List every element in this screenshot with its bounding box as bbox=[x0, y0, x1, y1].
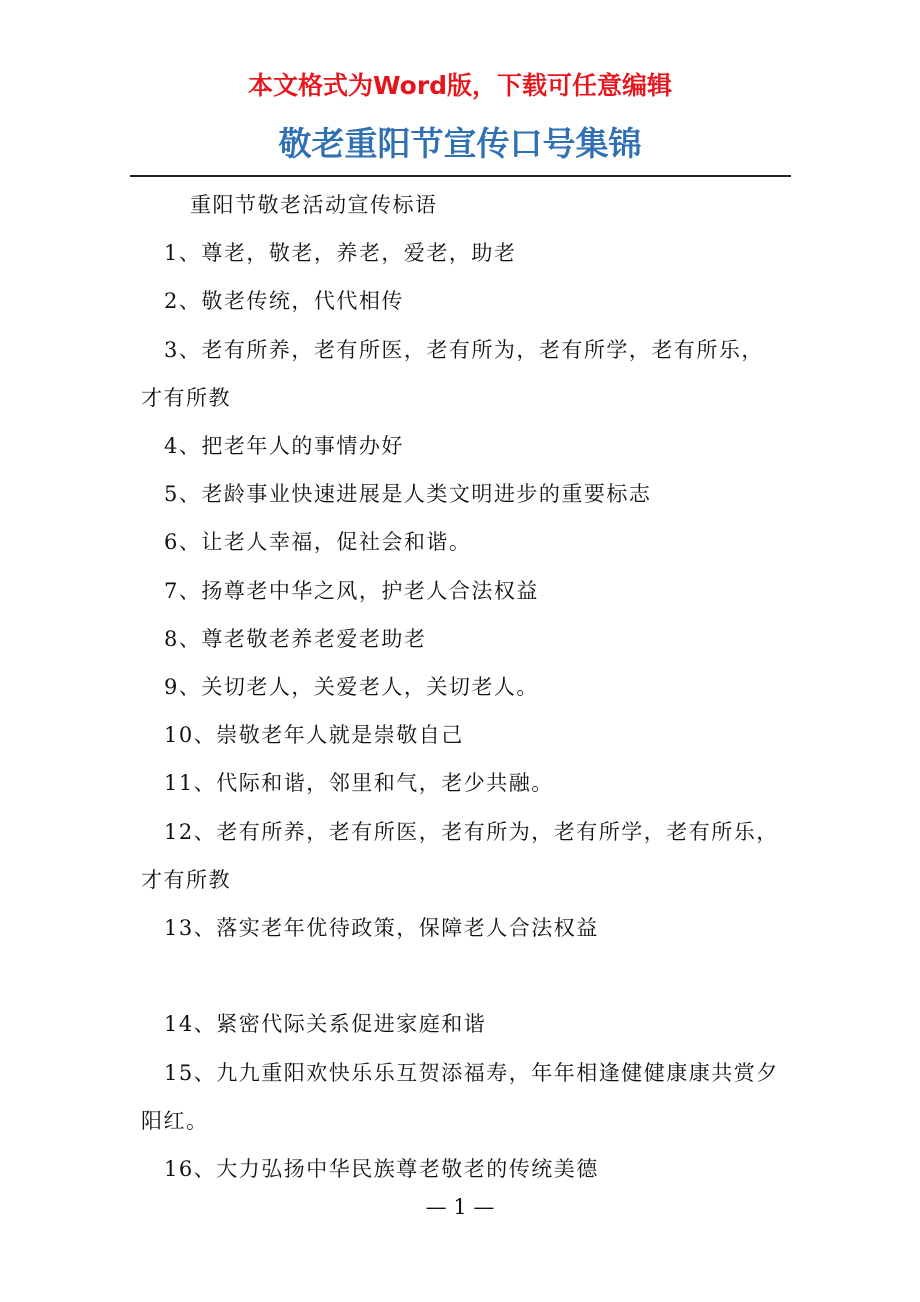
slogan-item: 8、尊老敬老养老爱老助老 bbox=[164, 626, 427, 651]
slogan-item: 2、敬老传统，代代相传 bbox=[164, 289, 404, 314]
slogan-item: 5、老龄事业快速进展是人类文明进步的重要标志 bbox=[164, 482, 652, 507]
document-title: 敬老重阳节宣传口号集锦 bbox=[278, 124, 642, 163]
slogan-item: 9、关切老人，关爱老人，关切老人。 bbox=[164, 675, 539, 700]
slogan-item: 1、尊老，敬老，养老，爱老，助老 bbox=[164, 241, 517, 266]
slogan-item: 6、让老人幸福，促社会和谐。 bbox=[164, 530, 472, 555]
slogan-item: 7、扬尊老中华之风，护老人合法权益 bbox=[164, 578, 539, 603]
title-divider bbox=[130, 175, 791, 177]
slogan-item: 12、老有所养，老有所医，老有所为，老有所学，老有所乐，才有所教 bbox=[141, 819, 779, 892]
slogan-item: 15、九九重阳欢快乐乐互贺添福寿，年年相逢健健康康共赏夕阳红。 bbox=[141, 1060, 779, 1133]
blank-line bbox=[141, 952, 786, 1000]
slogan-item: 13、落实老年优待政策，保障老人合法权益 bbox=[164, 916, 599, 941]
section-subtitle: 重阳节敬老活动宣传标语 bbox=[190, 193, 438, 217]
page-number: — 1 — bbox=[425, 1195, 495, 1219]
slogan-item: 14、紧密代际关系促进家庭和谐 bbox=[164, 1012, 487, 1037]
slogan-item: 10、崇敬老年人就是崇敬自己 bbox=[164, 723, 464, 748]
document-body bbox=[141, 181, 786, 1193]
slogan-item: 11、代际和谐，邻里和气，老少共融。 bbox=[164, 771, 554, 796]
format-notice: 本文格式为Word版，下载可任意编辑 bbox=[247, 71, 673, 100]
slogan-item: 3、老有所养，老有所医，老有所为，老有所学，老有所乐，才有所教 bbox=[141, 337, 764, 410]
slogan-item: 16、大力弘扬中华民族尊老敬老的传统美德 bbox=[164, 1157, 599, 1182]
slogan-item: 4、把老年人的事情办好 bbox=[164, 434, 404, 459]
